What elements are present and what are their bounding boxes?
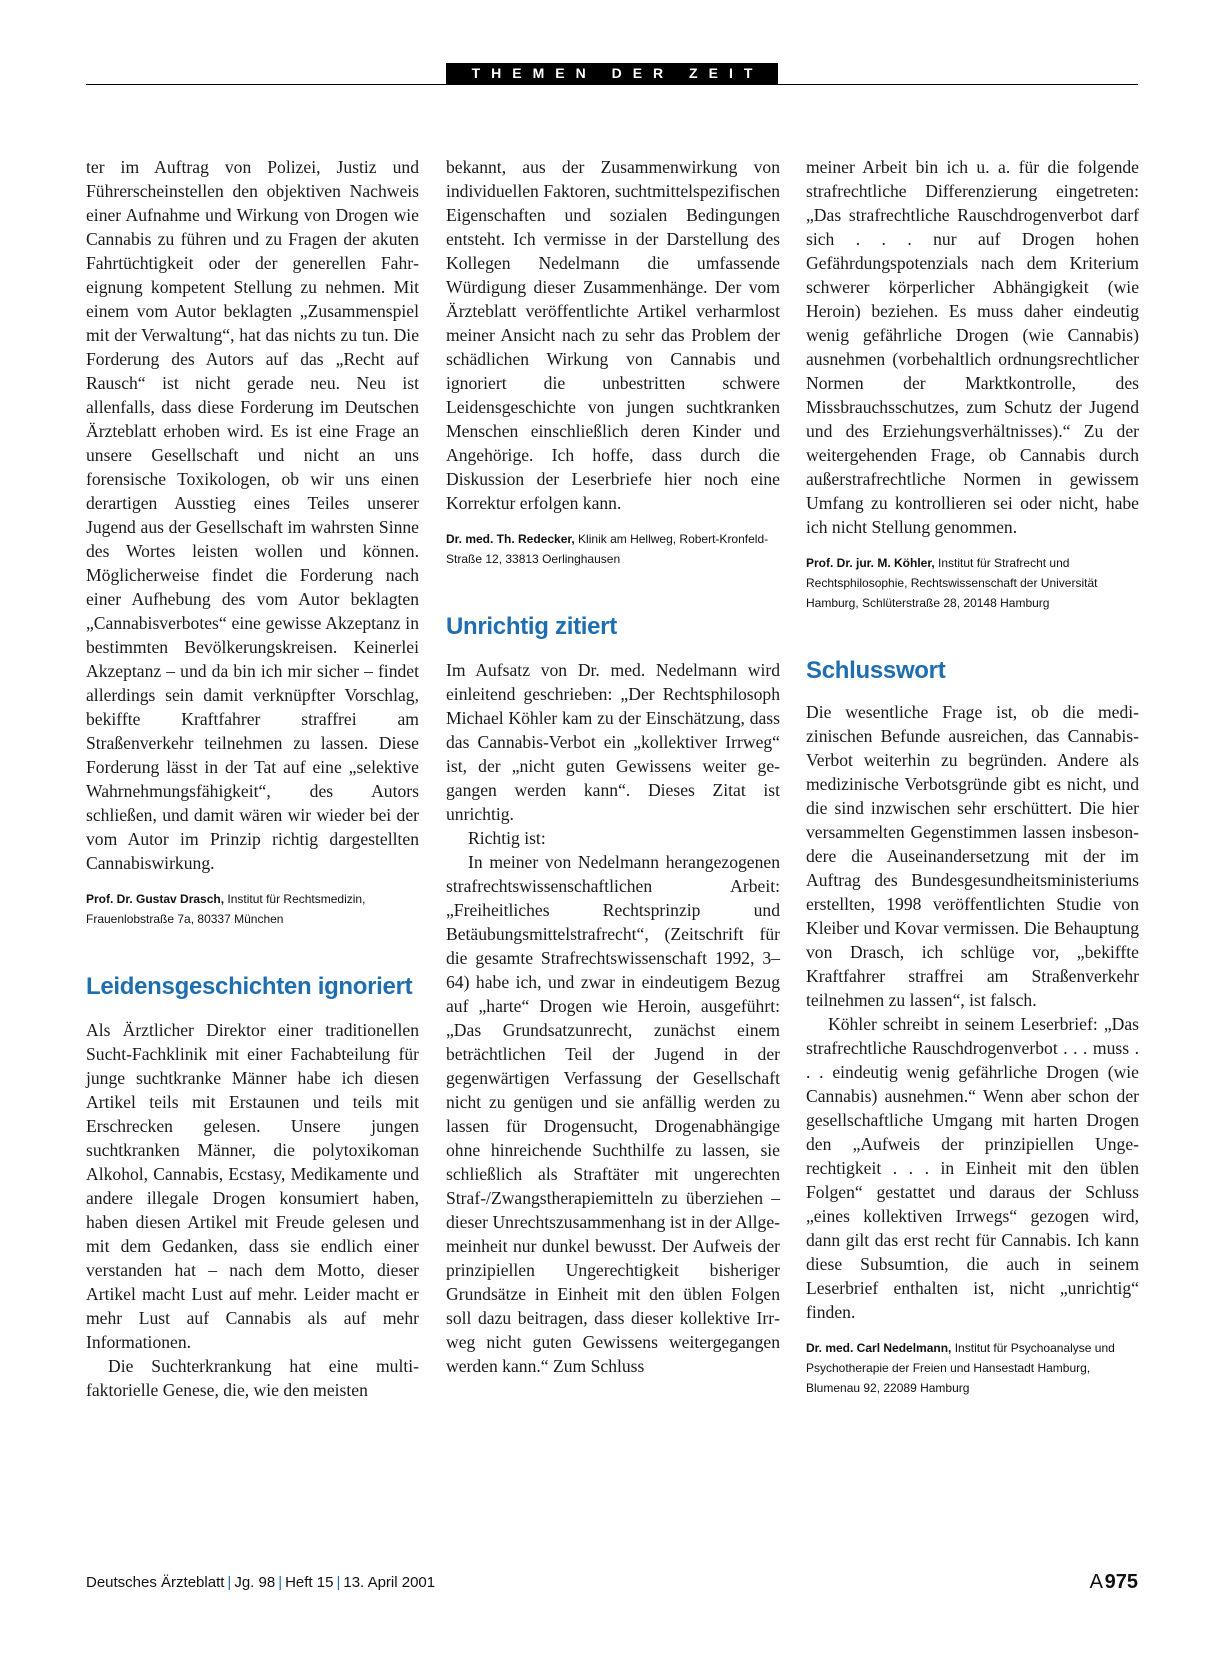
page-number-value: 975: [1104, 1571, 1138, 1593]
signature-name: Prof. Dr. jur. M. Köhler,: [806, 556, 935, 570]
signature-name: Prof. Dr. Gustav Drasch,: [86, 892, 225, 906]
footer-separator: |: [336, 1574, 341, 1591]
signature-name: Dr. med. Th. Redecker,: [446, 532, 575, 546]
signature-name: Dr. med. Carl Nedelmann,: [806, 1341, 952, 1355]
article-heading: Schlusswort: [806, 657, 946, 684]
journal-date: 13. April 2001: [343, 1574, 436, 1591]
body-paragraph: ter im Auftrag von Polizei, Justiz und Führerscheinstellen den objektiven Nachweis einer Aufnahme und Wirkung von Drogen wie Cannabis zu führen und zu Fragen der akuten Fahrtüchtigkeit oder der generellen Fahreignung kompetent Stellung zu nehmen. Mit einem vom Autor beklagten „Zusammenspiel mit der Verwaltung“, hat das nichts zu tun. Die Forderung des Autors auf das „Recht auf Rausch“ ist nicht gerade neu. Neu ist allenfalls, dass diese Forderung im Deutschen Ärzteblatt erhoben wird. Es ist eine Frage an unsere Gesellschaft und nicht an uns forensische Toxikologen, ob wir uns einen derartigen Ausstieg eines Teiles unserer Jugend aus der Gesellschaft im wahrsten Sinne des Wortes leisten wollen und können. Möglicherweise findet die Forderung nach einer Aufhebung des vom Autor beklagten „Cannabisverbotes“ eine gewisse Akzeptanz in bestimmten Bevölkerungskreisen. Keinerlei Akzeptanz – und da bin ich mir sicher – findet allerdings sein damit verknüpfter Vorschlag, bekiffte Kraftfahrer straffrei am Straßenverkehr teilnehmen zu lassen. Diese Forderung lässt in der Tat auf eine „selektive Wahrnehmungsfähigkeit“, des Autors schließen, und damit wären wir wieder bei der vom Autor im Prinzip richtig dargestellten Cannabiswirkung.: [86, 157, 419, 873]
article-heading: Unrichtig zitiert: [446, 613, 617, 640]
signature-affiliation: Klinik am Hellweg, Robert-Kronfeld-Straße 12, 33813 Oerlinghausen: [446, 532, 769, 566]
journal-name: Deutsches Ärzteblatt: [86, 1574, 225, 1591]
section-label: THEMEN DER ZEIT: [446, 63, 778, 84]
page-number: [1090, 1570, 1138, 1594]
page-prefix: A: [1089, 1571, 1103, 1593]
article-heading: Leidensgeschichten ignoriert: [86, 973, 413, 1000]
signature-affiliation: Institut für Rechtsmedizin, Frauenlobstraße 7a, 80337 München: [86, 892, 366, 926]
body-paragraph: Als Ärztlicher Direktor einer traditionellen Sucht-Fachklinik mit einer Fachabteilung für junge suchtkranke Männer habe ich diesen Artikel teils mit Erstaunen und teils mit Erschrecken gelesen. Unsere jungen suchtkranken Männer, die polytoxikoman Alkohol, Cannabis, Ecstasy, Medikamente und andere illegale Drogen konsumiert haben, haben diesen Artikel mit Freude gelesen und mit dem Gedanken, dass sie endlich einer verstanden hat – nach dem Motto, dieser Artikel macht Lust auf mehr. Leider macht er mehr Lust auf Cannabis als auf mehr Informationen.: [86, 1020, 419, 1352]
body-paragraph: Köhler schreibt in seinem Leserbrief: „Das strafrechtliche Rauschdrogenverbot . . . muss . . . eindeutig wenig gefährliche Drogen (wie Cannabis) ausnehmen.“ Wenn aber schon der gesellschaftliche Umgang mit harten Drogen den „Aufweis der prinzipiellen Ungerechtigkeit . . . in Einheit mit den üblen Folgen“ gestattet und daraus der Schluss „eines kollektiven Irrwegs“ gezogen wird, dann gilt das erst recht für Cannabis. Ich kann diese Subsumtion, die auch in seinem Leserbrief enthalten ist, nicht „unrichtig“ finden.: [806, 1014, 1139, 1322]
column-3: [806, 155, 1139, 1398]
signature-affiliation: Institut für Psychoanalyse und Psychotherapie der Freien und Hansestadt Hamburg, Blumenau 92, 22089 Hamburg: [806, 1341, 1115, 1395]
body-paragraph: Richtig ist:: [468, 828, 546, 848]
column-1: [86, 155, 419, 1402]
body-paragraph: Im Aufsatz von Dr. med. Nedelmann wird einleitend geschrieben: „Der Rechtsphilosoph Michael Köhler kam zu der Einschätzung, dass das Cannabis-Verbot ein „kollektiver Irrweg“ ist, der „nicht guten Gewissens weiter gegangen werden kann“. Dieses Zitat ist unrichtig.: [446, 660, 780, 824]
body-paragraph: Die wesentliche Frage ist, ob die medizinischen Befunde ausreichen, das Cannabis-Verbot weiterhin zu begründen. Andere als medizinische Verbotsgründe gibt es nicht, und die sind inzwischen sehr erschüttert. Die hier versammelten Gegenstimmen lassen insbesondere die Auseinandersetzung mit der im Auftrag des Bundesgesundheitsministeriums erstellten, 1998 veröffentlichten Studie von Kleiber und Kovar vermissen. Die Behauptung von Drasch, ich schlüge vor, „bekiffte Kraftfahrer straffrei am Straßenverkehr teilnehmen zu lassen“, ist falsch.: [806, 702, 1139, 1010]
letter-signature: [86, 889, 419, 929]
column-2: [446, 155, 780, 1378]
body-paragraph: meiner Arbeit bin ich u. a. für die folgende strafrechtliche Differenzierung eingetreten: „Das strafrechtliche Rauschdrogenverbot darf sich . . . nur auf Drogen hohen Gefährdungspotenzials nach dem Kriterium schwerer körperlicher Abhängigkeit (wie Heroin) beziehen. Es muss daher eindeutig wenig gefährliche Drogen (wie Cannabis) ausnehmen (vorbehaltlich ordnungsrechtlicher Normen der Marktkontrolle, des Missbrauchsschutzes, zum Schutz der Jugend und des Erziehungsverhältnisses).“ Zu der weitergehenden Frage, ob Cannabis durch außerstrafrechtliche Normen in gewissem Umfang zu kontrollieren sei oder nicht, habe ich nicht Stellung genommen.: [806, 157, 1139, 537]
letter-signature: [806, 553, 1139, 613]
signature-affiliation: Institut für Strafrecht und Rechtsphilosophie, Rechtswissenschaft der Universität Hamburg, Schlüterstraße 28, 20148 Hamburg: [806, 556, 1098, 610]
footer-citation: [86, 1573, 435, 1593]
journal-volume: Jg. 98: [234, 1574, 276, 1591]
body-paragraph: Die Suchterkrankung hat eine multifaktorielle Genese, die, wie den meisten: [86, 1356, 419, 1400]
body-paragraph: In meiner von Nedelmann herangezogenen strafrechtswissenschaftlichen Arbeit: „Freiheitliches Rechtsprinzip und Betäubungsmittelstrafrecht“, (Zeitschrift für die gesamte Strafrechtswissenschaft 1992, 3–64) habe ich, und zwar in eindeutigem Bezug auf „harte“ Drogen wie Heroin, ausgeführt: „Das Grundsatzunrecht, zunächst einem beträchtlichen Teil der Jugend in der gegenwärtigen Verfassung der Gesellschaft nicht zu genügen und sie anfällig werden zu lassen für Drogensucht, Drogenabhängige ohne hinreichende Suchthilfe zu lassen, sie schließlich als Straftäter mit ungerechten Straf-/Zwangstherapiemitteln zu überziehen – dieser Unrechtszusammenhang ist in der Allgemeinheit nur dunkel bewusst. Der Aufweis der prinzipiellen Ungerechtigkeit bisheriger Grundsätze in Einheit mit den üblen Folgen soll dazu beitragen, dass dieser kollektive Irrweg nicht guten Gewissens weitergegangen werden kann.“ Zum Schluss: [446, 852, 780, 1376]
footer-separator: |: [278, 1574, 283, 1591]
footer-separator: |: [227, 1574, 232, 1591]
body-paragraph: bekannt, aus der Zusammenwirkung von individuellen Faktoren, suchtmittelspezifischen Eigenschaften und sozialen Bedingungen entsteht. Ich vermisse in der Darstellung des Kollegen Nedelmann die umfassende Würdigung dieser Zusammenhänge. Der vom Ärzteblatt veröffentlichte Artikel verharmlost meiner Ansicht nach zu sehr das Problem der schädlichen Wirkung von Cannabis und ignoriert die unbestritten schwere Leidensgeschichte von jungen suchtkranken Menschen einschließlich deren Kinder und Angehörige. Ich hoffe, dass durch die Diskussion der Leserbriefe hier noch eine Korrektur erfolgen kann.: [446, 157, 780, 513]
journal-issue: Heft 15: [285, 1574, 334, 1591]
header-rule: [86, 84, 1138, 85]
letter-signature: [446, 529, 780, 569]
letter-signature: [806, 1338, 1139, 1398]
